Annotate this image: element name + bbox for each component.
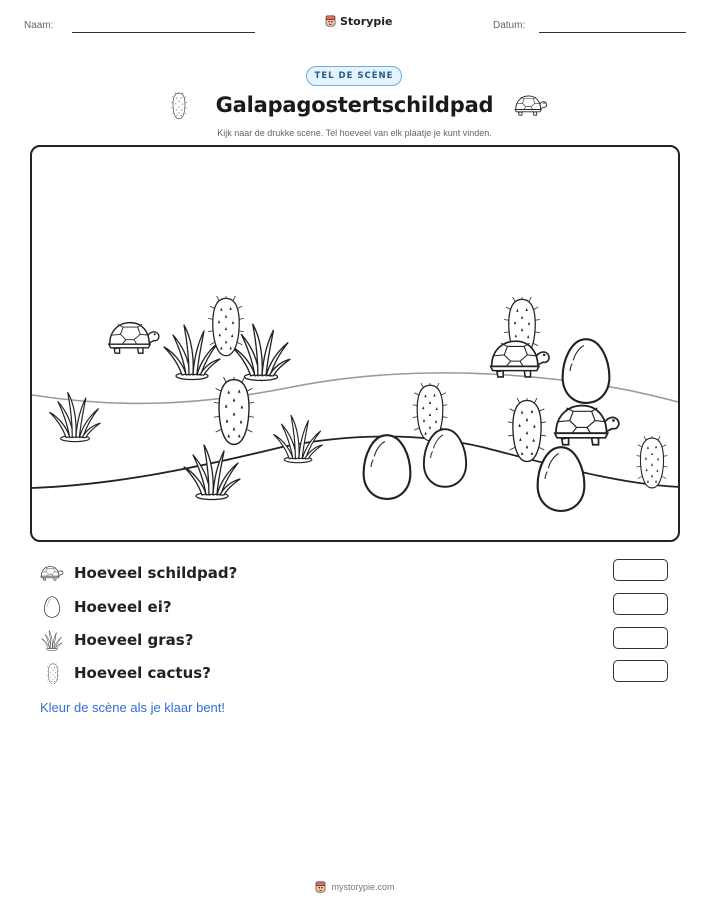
cactus-icon: [40, 662, 64, 684]
egg-icon: [364, 435, 411, 499]
page-title: Galapagostertschildpad: [215, 93, 494, 117]
name-label: Naam:: [24, 20, 54, 31]
tortoise-icon: [555, 406, 619, 445]
color-instruction: Kleur de scène als je klaar bent!: [40, 700, 225, 715]
answer-box-egg[interactable]: [613, 593, 668, 615]
answer-box-grass[interactable]: [613, 627, 668, 649]
answer-box-tortoise[interactable]: [613, 559, 668, 581]
question-cactus: [40, 661, 211, 685]
question-tortoise: [40, 561, 237, 585]
storypie-logo-icon: [314, 880, 327, 894]
title-tortoise-icon: [514, 93, 548, 117]
name-line[interactable]: [72, 32, 255, 33]
tortoise-icon: [109, 323, 159, 354]
cactus-icon: [214, 374, 254, 444]
egg-icon: [538, 447, 585, 511]
storypie-logo-icon: [324, 14, 337, 28]
question-egg: [40, 595, 172, 619]
question-grass: [40, 628, 193, 652]
egg-icon: [40, 596, 64, 618]
grass-icon: [184, 445, 240, 500]
date-label: Datum:: [493, 20, 526, 31]
tortoise-icon: [40, 562, 64, 584]
question-text: Hoeveel cactus?: [74, 664, 211, 682]
footer: [0, 880, 709, 894]
grass-icon: [232, 324, 290, 380]
egg-icon: [563, 339, 610, 403]
grass-icon: [164, 325, 220, 380]
cactus-icon: [636, 434, 667, 488]
cactus-icon: [508, 396, 546, 462]
tortoise-icon: [491, 341, 549, 377]
date-line[interactable]: [539, 32, 686, 33]
scene-illustration: [32, 147, 680, 542]
footer-url[interactable]: mystorypie.com: [331, 882, 395, 892]
brand-name: Storypie: [340, 14, 393, 28]
grass-icon: [40, 629, 64, 651]
grass-icon: [274, 415, 323, 462]
answer-box-cactus[interactable]: [613, 660, 668, 682]
question-text: Hoeveel schildpad?: [74, 564, 238, 582]
brand: [324, 14, 392, 28]
scene-frame: [30, 145, 680, 542]
question-text: Hoeveel ei?: [74, 598, 172, 616]
question-text: Hoeveel gras?: [74, 631, 194, 649]
count-scene-badge: TEL DE SCÈNE: [306, 66, 402, 86]
instructions: Kijk naar de drukke scène. Tel hoeveel van elk plaatje je kunt vinden.: [217, 128, 492, 138]
egg-icon: [424, 429, 466, 487]
